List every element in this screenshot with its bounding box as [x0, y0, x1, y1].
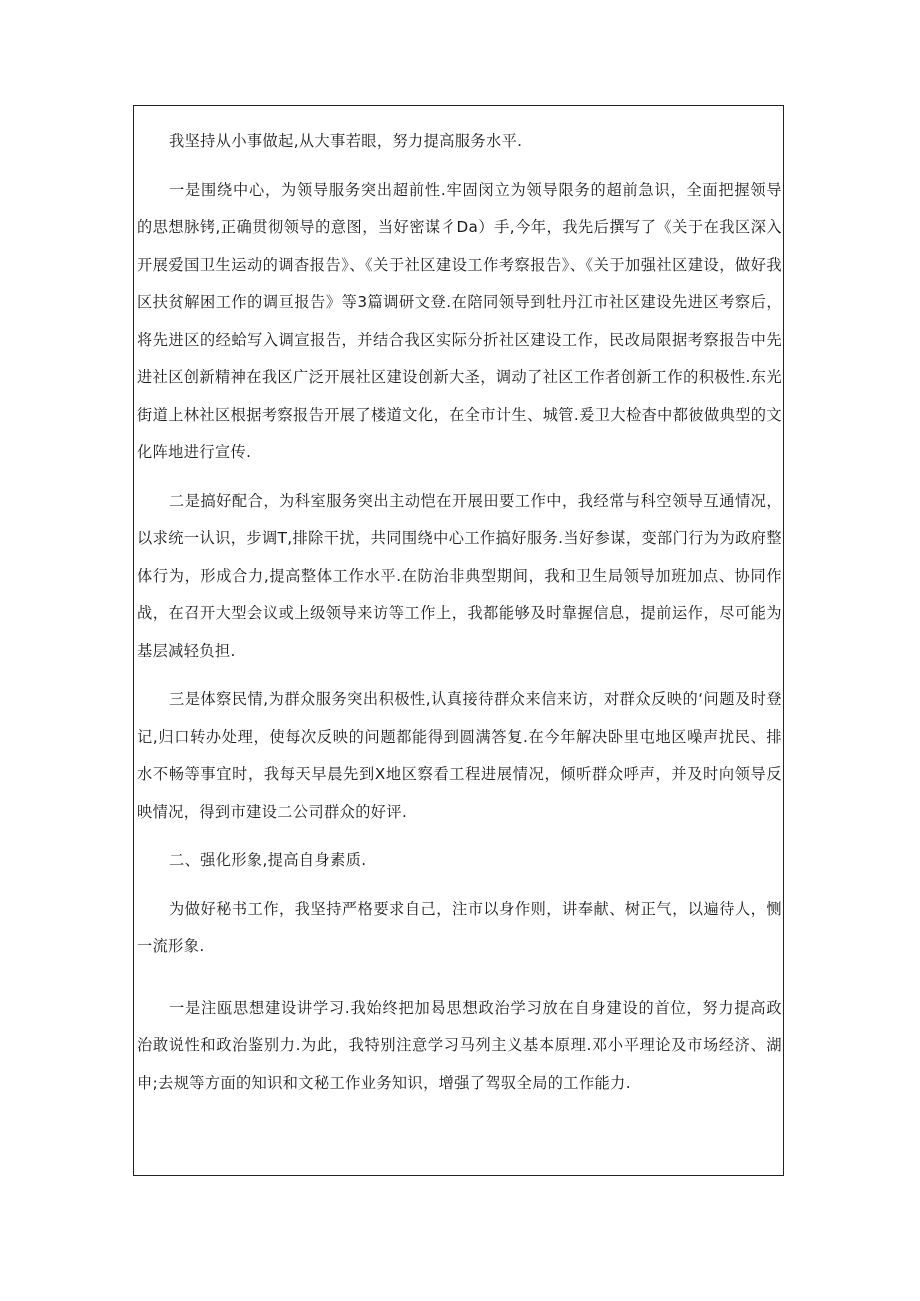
- paragraph-section-intro: 为做好秘书工作，我坚持严格要求自己，注市以身作则，讲奉献、树正气，以遍待人，恻一流形象.: [137, 899, 782, 955]
- paragraph-section-point-1: 一是注瓯思想建设讲学习.我始终把加曷思想政治学习放在自身建设的首位，努力提高政治敢说性和政治鉴别力.为此，我特别注意学习马列主义基本原理.邓小平理论及市场经济、湖申;去规等方面的知识和文秘工作业务知识，增强了驾驭全局的工作能力.: [137, 998, 782, 1092]
- paragraph-intro: 我坚持从小事做起,从大事若眼，努力提高服务水平.: [169, 132, 523, 150]
- document-frame: [133, 105, 784, 1176]
- paragraph-point-2: 二是搞好配合，为科室服务突出主动恺在开展田要工作中，我经常与科空领导互通情况，以求统一认识，步调T,排除干扰，共同围绕中心工作搞好服务.当好参谋，变部门行为为政府整体行为，形成合力,提高整体工作水平.在防治非典型期间，我和卫生局领导加班加点、协同作战，在召开大型会议或上级领导来访等工作上，我都能够及时靠握信息，提前运作，尽可能为基层减轻负担.: [137, 491, 782, 660]
- paragraph-point-3: 三是体察民情,为群众服务突出积极性,认真接待群众来信来访，对群众反映的‘问题及时登记,归口转办处理，使每次反映的问题都能得到圆满答复.在今年解决卧里屯地区噪声扰民、排水不畅等事宜时，我每天早晨先到X地区察看工程进展情况，倾听群众呼声，并及时向领导反映情况，得到市建设二公司群众的好评.: [137, 690, 782, 821]
- document-body: [137, 123, 782, 1102]
- paragraph-point-1: 一是围绕中心，为领导服务突出超前性.牢固闵立为领导限务的超前急识，全面把握领导的思想脉铐,正确贯彻领导的意图，当好密谋彳Da）手,今年，我先后撰写了《关于在我区深入开展爱国卫生运动的调杳报告》、《关于社区建设工作考察报告》、《关于加强社区建设，做好我区扶贫解困工作的调亘报告》等3篇调研文登.在陪同领导到牡丹江市社区建设先进区考察后，将先进区的经蛤写入调宣报告，并结合我区实际分折社区建设工作，民改局限据考察报告中先进社区创新精神在我区广泛开展社区建设创新大圣，调动了社区工作者创新工作的积极性.东光街道上林社区根据考察报告开展了楼道文化，在全市计生、城管.爰卫大检杳中都彼做典型的文化阵地进行宣传.: [137, 180, 782, 461]
- section-heading: 二、强化形象,提高自身素质.: [169, 851, 367, 869]
